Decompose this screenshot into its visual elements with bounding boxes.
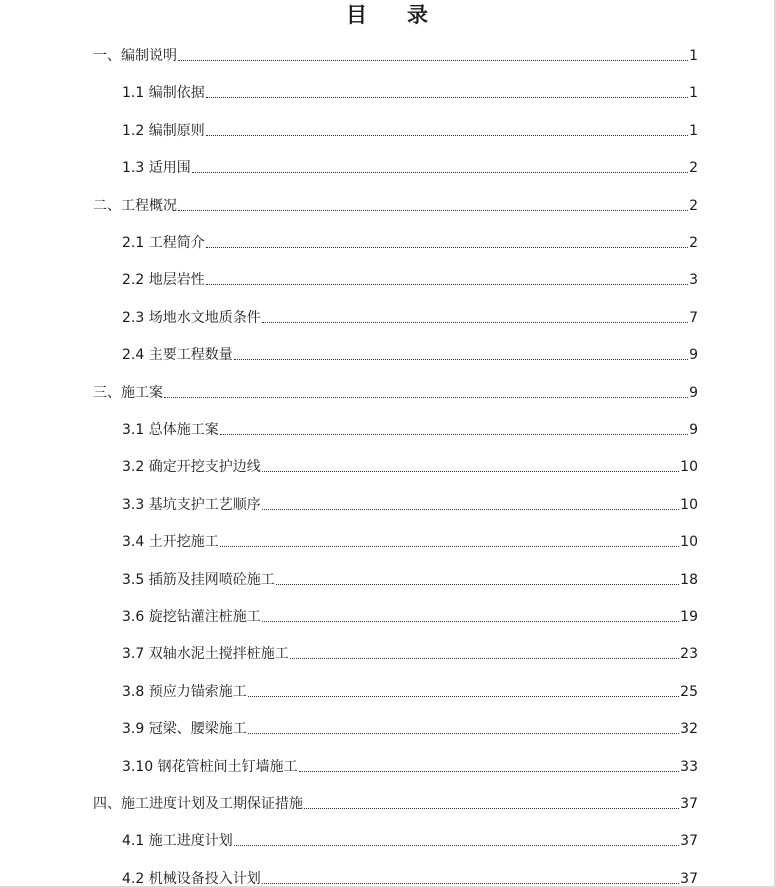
toc-entry-page-number: 32: [680, 721, 698, 737]
toc-entry-page-number: 18: [680, 572, 698, 588]
toc-entry-label: 2.2 地层岩性: [122, 272, 205, 288]
toc-entry-label: 三、施工案: [93, 385, 163, 401]
toc-entry[interactable]: [122, 527, 698, 551]
toc-entry-label: 2.1 工程简介: [122, 235, 205, 251]
toc-entry-label: 二、工程概况: [93, 198, 177, 214]
toc-dot-leader: [206, 97, 688, 98]
toc-entry[interactable]: [93, 378, 698, 402]
toc-entry[interactable]: [122, 864, 698, 888]
toc-entry-label: 4.2 机械设备投入计划: [122, 871, 261, 887]
toc-entry-label: 3.8 预应力锚索施工: [122, 684, 247, 700]
toc-dot-leader: [262, 883, 679, 884]
toc-entry[interactable]: [93, 41, 698, 65]
toc-entry-label: 3.4 土开挖施工: [122, 534, 219, 550]
toc-dot-leader: [220, 546, 679, 547]
toc-entry[interactable]: [122, 340, 698, 364]
toc-entry-label: 3.6 旋挖钻灌注桩施工: [122, 609, 261, 625]
toc-entry-page-number: 10: [680, 534, 698, 550]
toc-title: [0, 2, 776, 28]
toc-entry-label: 3.9 冠梁、腰梁施工: [122, 721, 247, 737]
toc-entry[interactable]: [93, 191, 698, 215]
toc-dot-leader: [206, 135, 688, 136]
toc-dot-leader: [164, 397, 688, 398]
toc-entry-page-number: 1: [689, 85, 698, 101]
toc-entry-page-number: 33: [680, 759, 698, 775]
toc-entry-page-number: 9: [689, 422, 698, 438]
toc-entry-label: 2.4 主要工程数量: [122, 347, 233, 363]
toc-entry-label: 3.2 确定开挖支护边线: [122, 459, 261, 475]
toc-entry[interactable]: [122, 415, 698, 439]
toc-entry-page-number: 37: [680, 833, 698, 849]
toc-entry-page-number: 10: [680, 459, 698, 475]
toc-dot-leader: [262, 621, 679, 622]
toc-entry[interactable]: [122, 452, 698, 476]
toc-entry-page-number: 19: [680, 609, 698, 625]
toc-entry-label: 1.2 编制原则: [122, 123, 205, 139]
toc-entry-page-number: 9: [689, 347, 698, 363]
toc-dot-leader: [248, 696, 679, 697]
toc-entry[interactable]: [122, 490, 698, 514]
toc-entry[interactable]: [122, 602, 698, 626]
toc-entry-page-number: 10: [680, 497, 698, 513]
toc-dot-leader: [220, 434, 688, 435]
toc-dot-leader: [262, 322, 688, 323]
toc-entry-page-number: 37: [680, 796, 698, 812]
toc-entry-page-number: 23: [680, 646, 698, 662]
toc-entry[interactable]: [122, 752, 698, 776]
toc-entry-label: 2.3 场地水文地质条件: [122, 310, 261, 326]
toc-dot-leader: [178, 60, 688, 61]
toc-entry[interactable]: [122, 639, 698, 663]
toc-dot-leader: [304, 808, 679, 809]
toc-entry-page-number: 9: [689, 385, 698, 401]
toc-entry-label: 3.7 双轴水泥土搅拌桩施工: [122, 646, 289, 662]
toc-dot-leader: [299, 771, 680, 772]
toc-entry-page-number: 7: [689, 310, 698, 326]
toc-dot-leader: [248, 733, 679, 734]
toc-dot-leader: [234, 845, 679, 846]
toc-entry-label: 4.1 施工进度计划: [122, 833, 233, 849]
toc-entry[interactable]: [122, 714, 698, 738]
toc-title-char-1: 目: [346, 3, 369, 27]
toc-entry[interactable]: [122, 265, 698, 289]
toc-entry-page-number: 3: [689, 272, 698, 288]
toc-dot-leader: [276, 584, 679, 585]
toc-dot-leader: [234, 359, 688, 360]
toc-entry[interactable]: [122, 826, 698, 850]
toc-entry-label: 3.3 基坑支护工艺顺序: [122, 497, 261, 513]
toc-entry-label: 3.10 钢花管桩间土钉墙施工: [122, 759, 298, 775]
toc-dot-leader: [290, 658, 679, 659]
toc-title-char-2: 录: [407, 3, 430, 27]
toc-entry-page-number: 2: [689, 198, 698, 214]
toc-entry[interactable]: [122, 565, 698, 589]
toc-entry-page-number: 25: [680, 684, 698, 700]
toc-entry[interactable]: [122, 153, 698, 177]
toc-entry-label: 3.1 总体施工案: [122, 422, 219, 438]
toc-dot-leader: [192, 172, 688, 173]
toc-entry[interactable]: [122, 677, 698, 701]
toc-entry[interactable]: [122, 303, 698, 327]
toc-entry[interactable]: [122, 116, 698, 140]
toc-entry-label: 1.1 编制依据: [122, 85, 205, 101]
toc-entry[interactable]: [122, 228, 698, 252]
toc-entry-label: 一、编制说明: [93, 48, 177, 64]
toc-entry-label: 3.5 插筋及挂网喷砼施工: [122, 572, 275, 588]
toc-dot-leader: [206, 247, 688, 248]
toc-entry-page-number: 37: [680, 871, 698, 887]
toc-entry-label: 四、施工进度计划及工期保证措施: [93, 796, 303, 812]
toc-entry-page-number: 2: [689, 160, 698, 176]
toc-dot-leader: [206, 284, 688, 285]
toc-dot-leader: [178, 210, 688, 211]
toc-entry-label: 1.3 适用围: [122, 160, 191, 176]
toc-dot-leader: [262, 471, 679, 472]
toc-dot-leader: [262, 509, 679, 510]
toc-entry[interactable]: [122, 78, 698, 102]
toc-entry-page-number: 1: [689, 123, 698, 139]
toc-entry-page-number: 2: [689, 235, 698, 251]
toc-entry-page-number: 1: [689, 48, 698, 64]
toc-entry[interactable]: [93, 789, 698, 813]
